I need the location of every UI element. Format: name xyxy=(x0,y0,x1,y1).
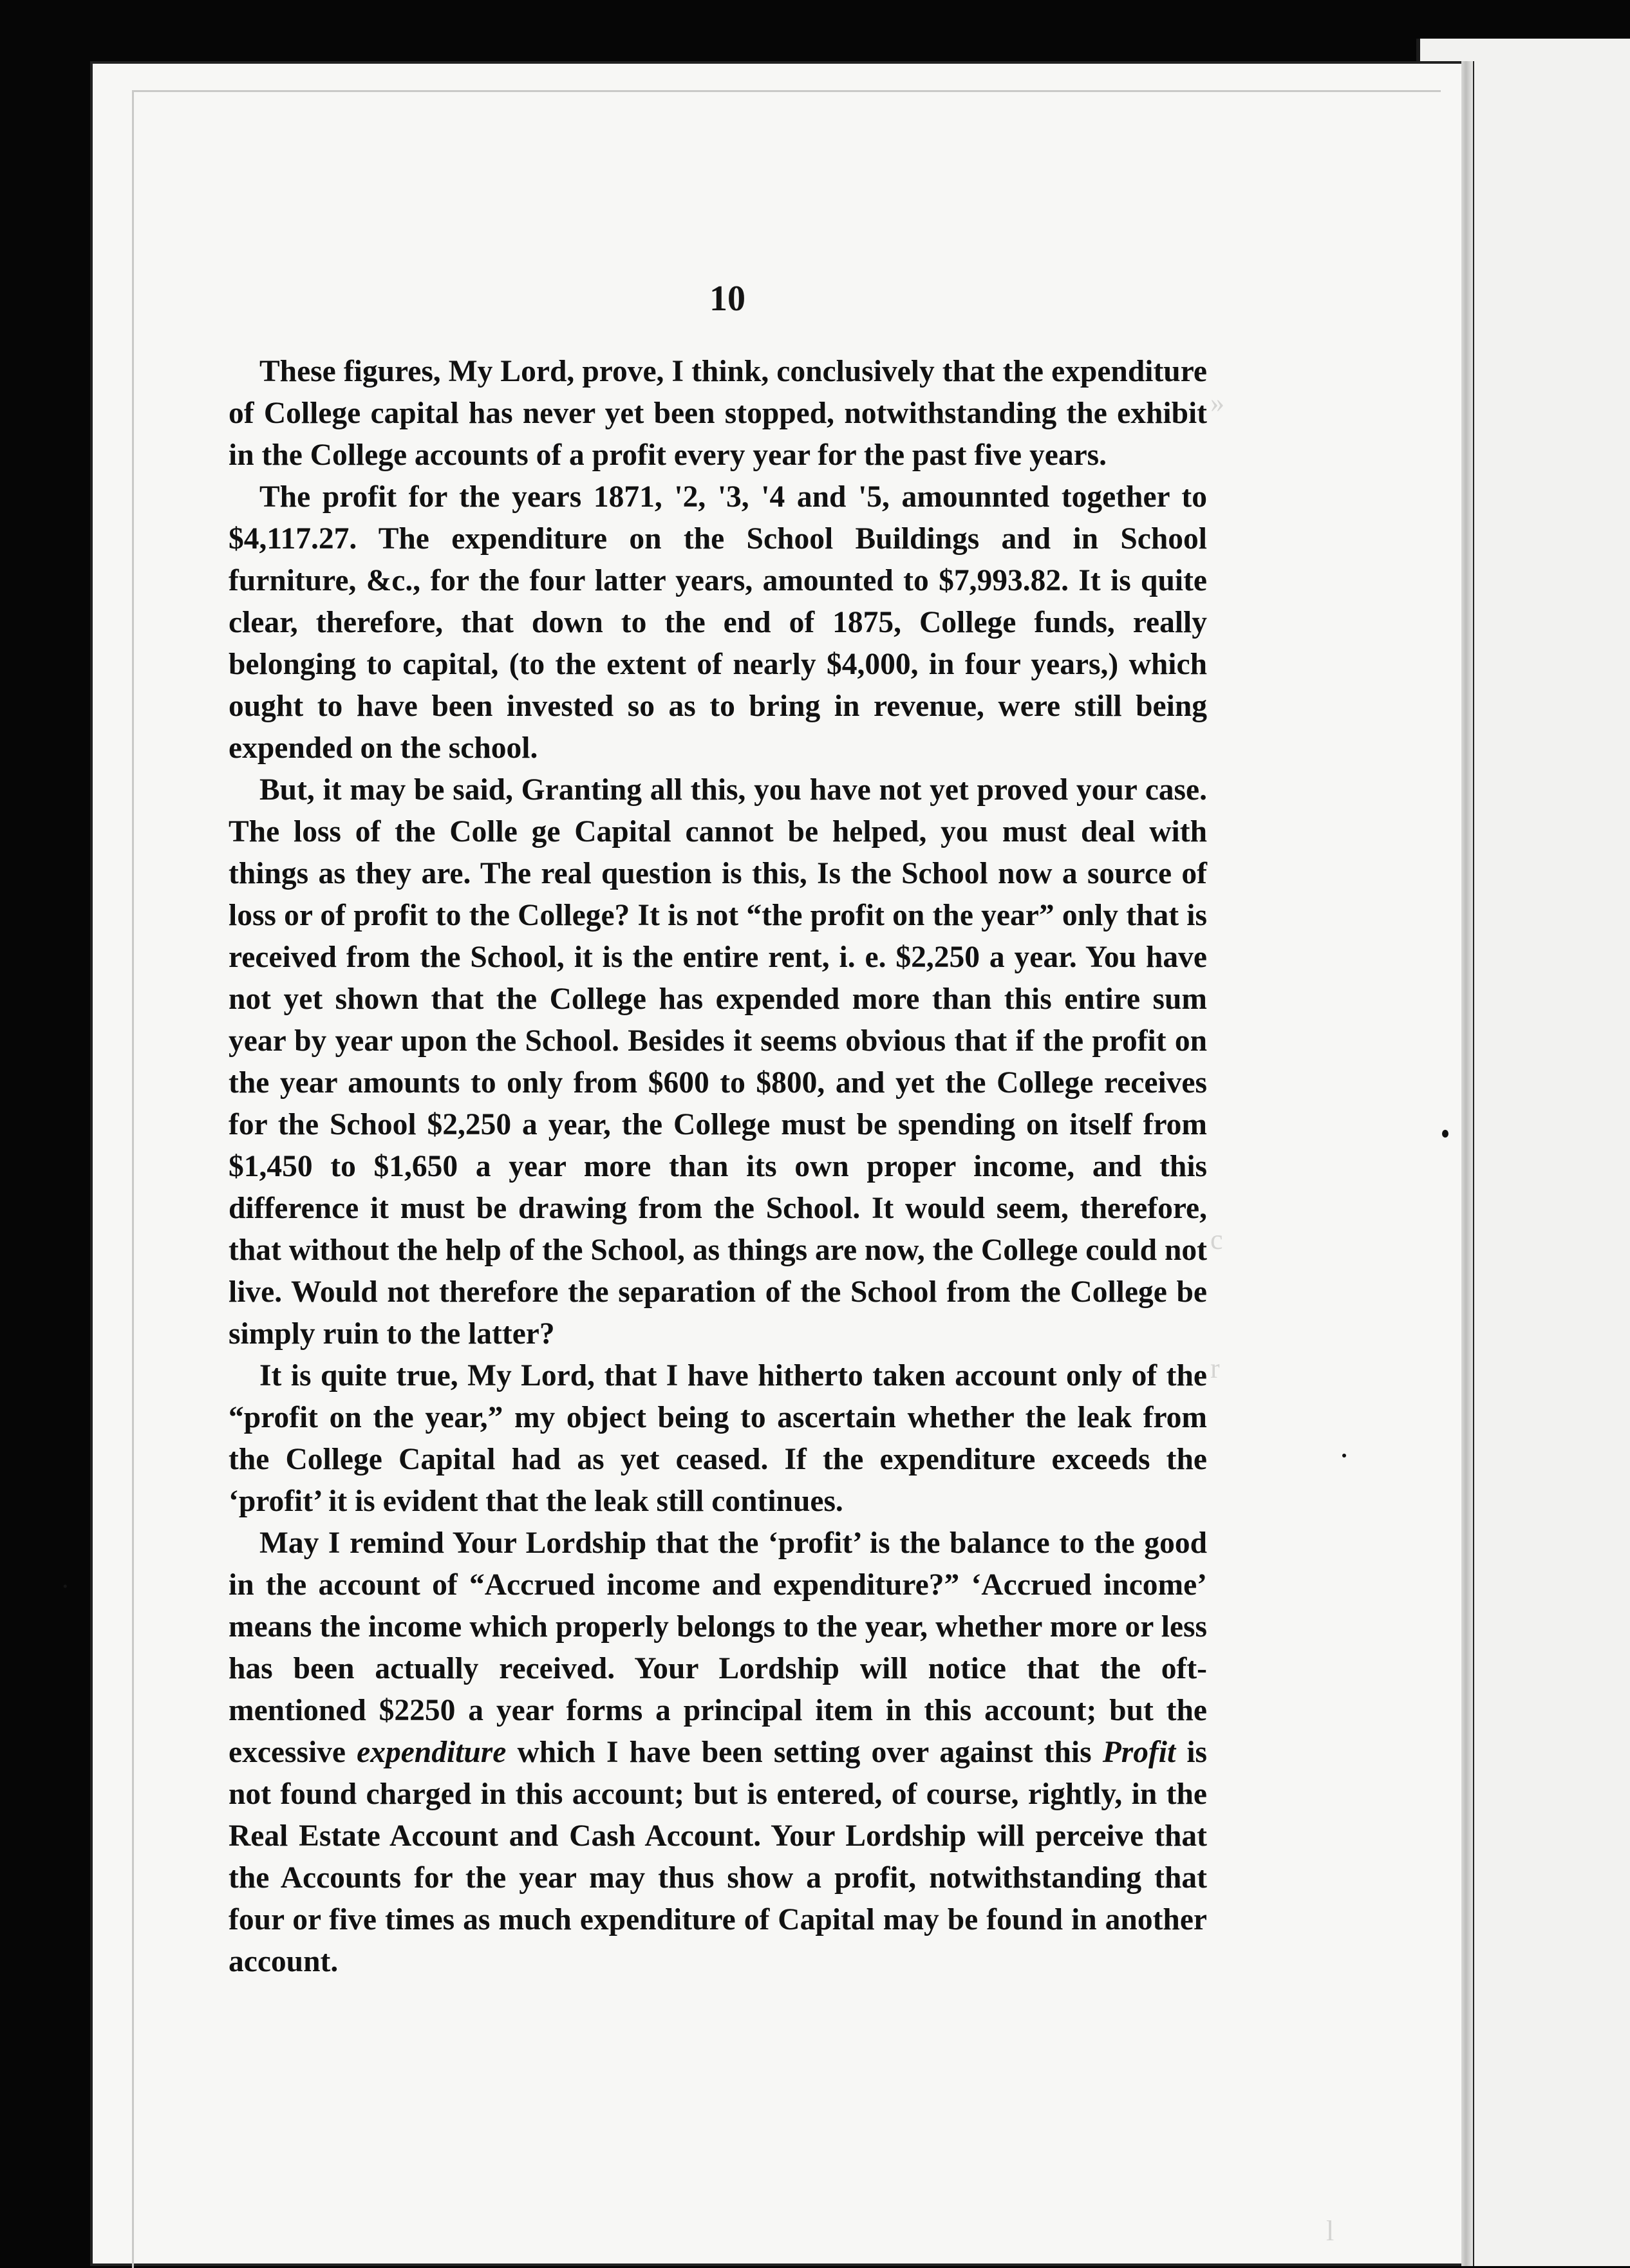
show-through-artifact: l xyxy=(1326,2215,1335,2247)
page-number: 10 xyxy=(709,279,745,319)
paragraph-5-text-b: which I have been setting over against this xyxy=(506,1736,1103,1769)
paragraph-5 xyxy=(229,1523,1207,1983)
ink-speck xyxy=(1442,1130,1448,1138)
show-through-artifact: » xyxy=(1210,387,1224,418)
ink-speck xyxy=(1342,1454,1346,1457)
paragraph-5-text-c: is not found charged in this account; but is entered, of course, rightly, in the Real Estate Account and Cash Account. Your Lordship will perceive that the Accounts for the year may thus show a profit, notwithstanding that four or five times as much expenditure of Capital may be found in another account. xyxy=(229,1736,1207,1978)
paragraph-5-text-a: May I remind Your Lordship that the ‘profit’ is the balance to the good in the account of “Accrued income and expenditure?” ‘Accrued income’ means the income which properly belongs to the year, whether more or less has been actually received. Your Lordship will notice that the oft-mentioned $2250 a year forms a principal item in this account; but the excessive xyxy=(229,1526,1207,1769)
paragraph-4: It is quite true, My Lord, that I have hitherto taken account only of the “profit on the year,” my object being to ascertain whether the leak from the College Capital had as yet ceased. If the expenditure exceeds the ‘profit’ it is evident that the leak still continues. xyxy=(229,1359,1207,1518)
paragraph-3: But, it may be said, Granting all this, you have not yet proved your case. The loss of the Colle ge Capital cannot be helped, you must deal with things as they are. The real question is this, Is the School now a source of loss or of profit to the College? It is not “the profit on the year” only that is received from the School, it is the entire rent, i. e. $2,250 a year. You have not yet shown that the College has expended more than this entire sum year by year upon the School. Besides it seems obvious that if the profit on the year amounts to only from $600 to $800, and yet the College receives for the School $2,250 a year, the College must be spending on itself from $1,450 to $1,650 a year more than its own proper income, and this difference it must be drawing from the School. It would seem, therefore, that without the help of the School, as things are now, the College could not live. Would not therefore the separation of the School from the College be simply ruin to the latter? xyxy=(229,773,1207,1351)
italic-expenditure: expenditure xyxy=(357,1736,507,1769)
paragraph-2: The profit for the years 1871, '2, '3, '4 and '5, amounnted together to $4,117.27. The expenditure on the School Buildings and in School furniture, &c., for the four latter years, amounted to $7,993.82. It is quite clear, therefore, that down to the end of 1875, College funds, really belonging to capital, (to the extent of nearly $4,000, in four years,) which ought to have been invested so as to bring in revenue, were still being expended on the school. xyxy=(229,480,1207,765)
show-through-artifact: c xyxy=(1210,1224,1223,1255)
paragraph-1: These figures, My Lord, prove, I think, conclusively that the expenditure of College capital has never yet been stopped, notwithstanding the exhibit in the College accounts of a profit every year for the past five years. xyxy=(229,355,1207,472)
italic-profit: Profit xyxy=(1102,1736,1176,1769)
body-text xyxy=(229,351,1207,1983)
show-through-artifact: r xyxy=(1210,1353,1220,1384)
page-fold-shadow xyxy=(1461,61,1473,2266)
